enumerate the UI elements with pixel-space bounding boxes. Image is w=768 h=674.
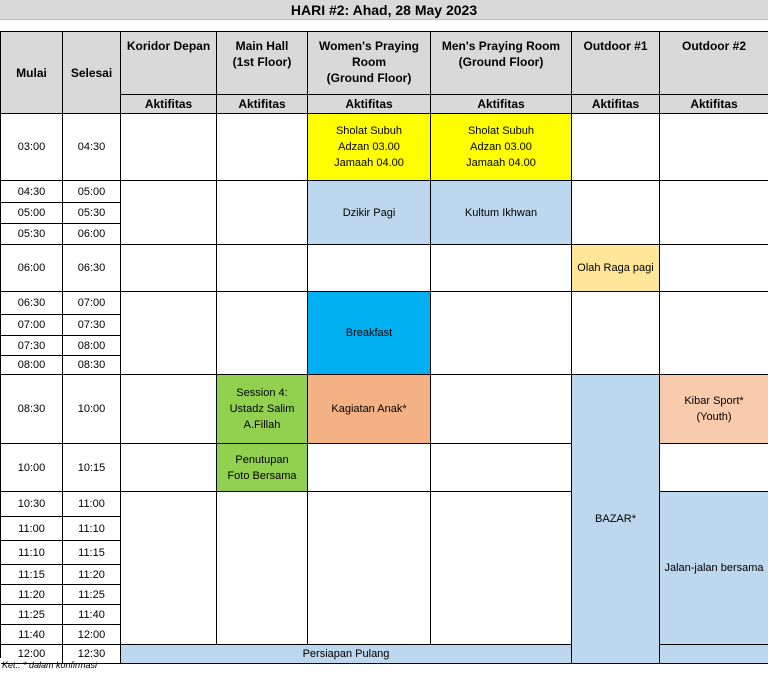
event-breakfast: Breakfast — [308, 292, 431, 375]
time-start: 07:00 — [1, 315, 63, 336]
empty-cell — [431, 245, 572, 292]
time-start: 12:00 — [1, 645, 63, 664]
header-outdoor-2: Outdoor #2 — [660, 32, 768, 95]
empty-cell — [121, 444, 217, 492]
empty-cell — [121, 375, 217, 444]
time-end: 10:00 — [63, 375, 121, 444]
event-olah-raga-pagi: Olah Raga pagi — [572, 245, 660, 292]
subheader-aktifitas: Aktifitas — [308, 95, 431, 114]
time-start: 08:00 — [1, 356, 63, 375]
event-persiapan-pulang: Persiapan Pulang — [121, 645, 572, 664]
empty-cell — [217, 245, 308, 292]
event-sholat-subuh-men: Sholat Subuh Adzan 03.00 Jamaah 04.00 — [431, 114, 572, 181]
schedule-table — [0, 31, 768, 658]
time-start: 08:30 — [1, 375, 63, 444]
time-end: 11:20 — [63, 565, 121, 585]
time-start: 07:30 — [1, 336, 63, 356]
subheader-aktifitas: Aktifitas — [217, 95, 308, 114]
time-start: 10:30 — [1, 492, 63, 517]
time-end: 11:10 — [63, 517, 121, 541]
time-end: 12:30 — [63, 645, 121, 664]
empty-cell — [572, 114, 660, 181]
empty-cell — [217, 492, 308, 645]
header-mulai: Mulai — [1, 32, 63, 114]
empty-cell — [431, 444, 572, 492]
empty-cell — [121, 114, 217, 181]
time-end: 05:30 — [63, 203, 121, 224]
header-main-hall: Main Hall (1st Floor) — [217, 32, 308, 95]
empty-cell — [121, 292, 217, 375]
time-start: 11:20 — [1, 585, 63, 605]
time-end: 06:00 — [63, 224, 121, 245]
event-penutupan: Penutupan Foto Bersama — [217, 444, 308, 492]
empty-cell — [217, 114, 308, 181]
subheader-aktifitas: Aktifitas — [572, 95, 660, 114]
empty-cell — [431, 492, 572, 645]
time-start: 11:25 — [1, 605, 63, 625]
time-start: 10:00 — [1, 444, 63, 492]
page-title: HARI #2: Ahad, 28 May 2023 — [0, 0, 768, 20]
event-kibar-sport: Kibar Sport* (Youth) — [660, 375, 768, 444]
header-selesai: Selesai — [63, 32, 121, 114]
header-outdoor-1: Outdoor #1 — [572, 32, 660, 95]
time-end: 05:00 — [63, 181, 121, 203]
header-koridor-depan: Koridor Depan — [121, 32, 217, 95]
header-womens-praying-room: Women's Praying Room (Ground Floor) — [308, 32, 431, 95]
footnote: Ket.: * dalam konfirmasi — [2, 660, 98, 670]
time-start: 05:30 — [1, 224, 63, 245]
empty-cell — [660, 245, 768, 292]
event-persiapan-pulang-extension — [660, 645, 768, 664]
empty-cell — [660, 181, 768, 245]
header-mens-praying-room: Men's Praying Room (Ground Floor) — [431, 32, 572, 95]
time-start: 04:30 — [1, 181, 63, 203]
time-start: 05:00 — [1, 203, 63, 224]
empty-cell — [431, 292, 572, 375]
time-end: 08:00 — [63, 336, 121, 356]
event-session-4: Session 4: Ustadz Salim A.Fillah — [217, 375, 308, 444]
empty-cell — [431, 375, 572, 444]
event-kagiatan-anak: Kagiatan Anak* — [308, 375, 431, 444]
time-start: 11:10 — [1, 541, 63, 565]
time-end: 11:00 — [63, 492, 121, 517]
empty-cell — [308, 444, 431, 492]
event-dzikir-pagi: Dzikir Pagi — [308, 181, 431, 245]
event-sholat-subuh-women: Sholat Subuh Adzan 03.00 Jamaah 04.00 — [308, 114, 431, 181]
empty-cell — [121, 492, 217, 645]
event-jalan-jalan: Jalan-jalan bersama — [660, 492, 768, 645]
time-end: 04:30 — [63, 114, 121, 181]
time-end: 11:15 — [63, 541, 121, 565]
time-start: 11:00 — [1, 517, 63, 541]
time-start: 11:40 — [1, 625, 63, 645]
subheader-aktifitas: Aktifitas — [121, 95, 217, 114]
empty-cell — [660, 292, 768, 375]
empty-cell — [572, 292, 660, 375]
time-end: 11:25 — [63, 585, 121, 605]
time-start: 06:00 — [1, 245, 63, 292]
time-end: 06:30 — [63, 245, 121, 292]
empty-cell — [572, 181, 660, 245]
empty-cell — [660, 444, 768, 492]
event-bazar: BAZAR* — [572, 375, 660, 664]
time-start: 11:15 — [1, 565, 63, 585]
time-end: 10:15 — [63, 444, 121, 492]
event-kultum-ikhwan: Kultum Ikhwan — [431, 181, 572, 245]
time-end: 11:40 — [63, 605, 121, 625]
empty-cell — [121, 245, 217, 292]
empty-cell — [308, 245, 431, 292]
time-start: 03:00 — [1, 114, 63, 181]
empty-cell — [660, 114, 768, 181]
time-start: 06:30 — [1, 292, 63, 315]
time-end: 12:00 — [63, 625, 121, 645]
empty-cell — [217, 292, 308, 375]
time-end: 07:00 — [63, 292, 121, 315]
subheader-aktifitas: Aktifitas — [660, 95, 768, 114]
empty-cell — [121, 181, 217, 245]
empty-cell — [217, 181, 308, 245]
empty-cell — [308, 492, 431, 645]
time-end: 08:30 — [63, 356, 121, 375]
time-end: 07:30 — [63, 315, 121, 336]
subheader-aktifitas: Aktifitas — [431, 95, 572, 114]
